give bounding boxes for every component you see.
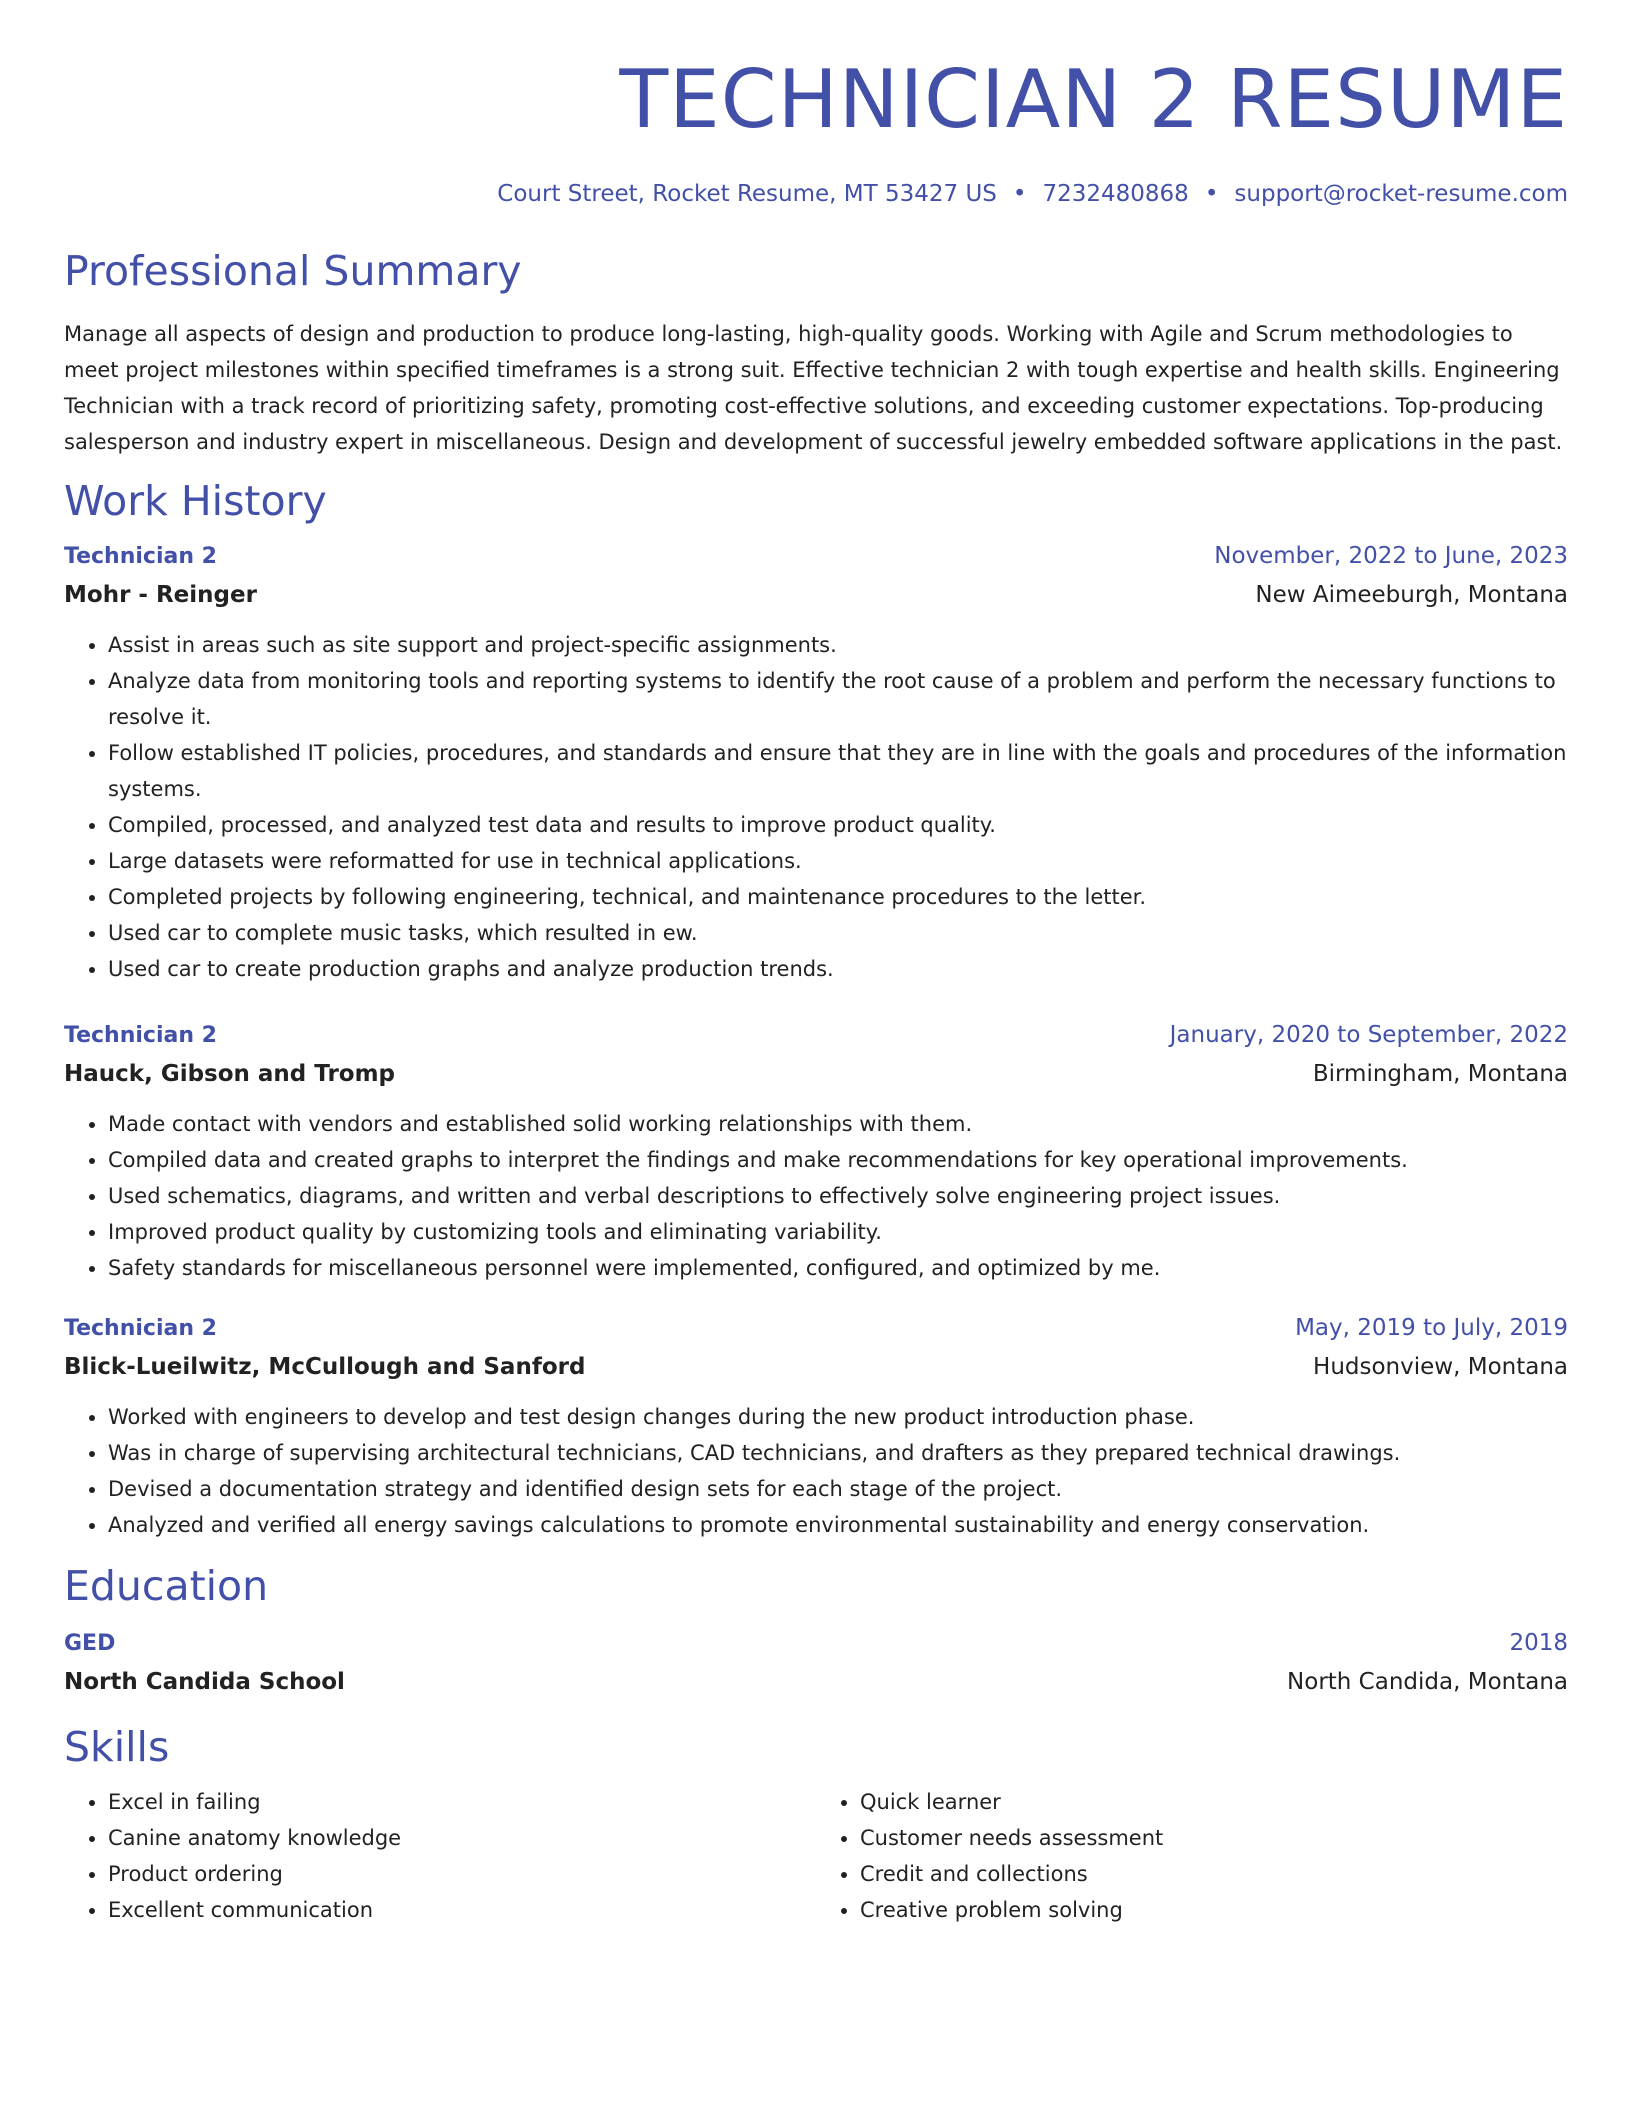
skills-column-right: [816, 1784, 1568, 1928]
address: Court Street, Rocket Resume, MT 53427 US: [497, 181, 997, 207]
job-title: Technician 2: [64, 1023, 217, 1048]
bullet-item: • Safety standards for miscellaneous personnel were implemented, configured, and optimized by me.: [108, 1250, 1568, 1286]
skill-item: • Creative problem solving: [860, 1892, 1568, 1928]
skill-item: • Customer needs assessment: [860, 1820, 1568, 1856]
skill-item: • Excellent communication: [108, 1892, 816, 1928]
job-location: Hudsonview, Montana: [1313, 1354, 1568, 1380]
job-dates: May, 2019 to July, 2019: [1295, 1315, 1568, 1341]
email-link[interactable]: support@rocket-resume.com: [1234, 181, 1568, 207]
bullet-item: • Worked with engineers to develop and test design changes during the new product introduction phase.: [108, 1399, 1568, 1435]
bullet-item: • Completed projects by following engineering, technical, and maintenance procedures to the letter.: [108, 879, 1568, 915]
skills-heading: Skills: [64, 1723, 170, 1771]
job-bullets: [64, 627, 1568, 987]
contact-line: [64, 178, 1568, 210]
job-bullets: [64, 1399, 1568, 1543]
bullet-item: • Made contact with vendors and established solid working relationships with them.: [108, 1106, 1568, 1142]
skills-column-left: [64, 1784, 816, 1928]
bullet-item: • Devised a documentation strategy and identified design sets for each stage of the project.: [108, 1471, 1568, 1507]
school-name: North Candida School: [64, 1669, 345, 1695]
bullet-item: • Large datasets were reformatted for use in technical applications.: [108, 843, 1568, 879]
bullet-item: • Improved product quality by customizing tools and eliminating variability.: [108, 1214, 1568, 1250]
phone: 7232480868: [1042, 181, 1189, 207]
education-entry: [64, 1625, 1568, 1702]
graduation-year: 2018: [1509, 1630, 1568, 1656]
skill-item: • Excel in failing: [108, 1784, 816, 1820]
job-title: Technician 2: [64, 544, 217, 569]
skill-item: • Quick learner: [860, 1784, 1568, 1820]
bullet-item: • Used car to create production graphs and analyze production trends.: [108, 951, 1568, 987]
bullet-item: • Assist in areas such as site support and project-specific assignments.: [108, 627, 1568, 663]
job-entry: [64, 538, 1568, 987]
degree: GED: [64, 1631, 116, 1656]
bullet-item: • Compiled, processed, and analyzed test data and results to improve product quality.: [108, 807, 1568, 843]
company-name: Blick-Lueilwitz, McCullough and Sanford: [64, 1354, 586, 1380]
job-bullets: [64, 1106, 1568, 1286]
summary-text: Manage all aspects of design and production to produce long-lasting, high-quality goods. Working with Agile and Scrum methodologies to meet project milestones within specified timeframes is a strong suit. Effective technician 2 with tough expertise and health skills. Engineering Technician with a track record of prioritizing safety, promoting cost-effective solutions, and exceeding customer expectations. Top-producing salesperson and industry expert in miscellaneous. Design and development of successful jewelry embedded software applications in the past.: [64, 322, 1563, 454]
separator-dot: •: [1012, 181, 1027, 207]
skill-item: • Credit and collections: [860, 1856, 1568, 1892]
separator-dot: •: [1204, 181, 1219, 207]
skills-list: [64, 1774, 1568, 1928]
bullet-item: • Was in charge of supervising architectural technicians, CAD technicians, and drafters as they prepared technical drawings.: [108, 1435, 1568, 1471]
skill-item: • Canine anatomy knowledge: [108, 1820, 816, 1856]
bullet-item: • Analyzed and verified all energy savings calculations to promote environmental sustainability and energy conservation.: [108, 1507, 1568, 1543]
bullet-item: • Compiled data and created graphs to interpret the findings and make recommendations for key operational improvements.: [108, 1142, 1568, 1178]
bullet-item: • Used schematics, diagrams, and written and verbal descriptions to effectively solve engineering project issues.: [108, 1178, 1568, 1214]
work-history-heading: Work History: [64, 477, 327, 525]
school-location: North Candida, Montana: [1287, 1669, 1568, 1695]
job-location: Birmingham, Montana: [1312, 1061, 1568, 1087]
job-dates: January, 2020 to September, 2022: [1169, 1022, 1568, 1048]
company-name: Mohr - Reinger: [64, 582, 257, 608]
job-dates: November, 2022 to June, 2023: [1214, 543, 1568, 569]
job-title: Technician 2: [64, 1316, 217, 1341]
job-entry: [64, 1017, 1568, 1286]
skill-item: • Product ordering: [108, 1856, 816, 1892]
education-heading: Education: [64, 1562, 269, 1610]
bullet-item: • Used car to complete music tasks, which resulted in ew.: [108, 915, 1568, 951]
bullet-item: • Follow established IT policies, procedures, and standards and ensure that they are in line with the goals and procedures of the information systems.: [108, 735, 1568, 807]
resume-title: TECHNICIAN 2 RESUME: [619, 53, 1568, 146]
job-entry: [64, 1310, 1568, 1543]
summary-heading: Professional Summary: [64, 247, 522, 295]
company-name: Hauck, Gibson and Tromp: [64, 1061, 396, 1087]
job-location: New Aimeeburgh, Montana: [1255, 582, 1568, 608]
bullet-item: • Analyze data from monitoring tools and reporting systems to identify the root cause of a problem and perform the necessary functions to resolve it.: [108, 663, 1568, 735]
